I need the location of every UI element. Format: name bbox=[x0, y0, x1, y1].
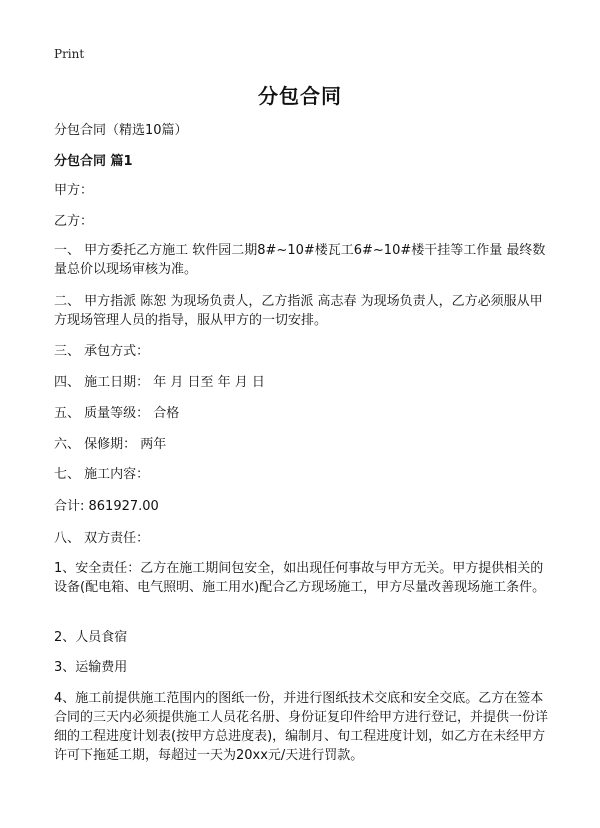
clause-6: 六、 保修期： 两年 bbox=[54, 437, 167, 452]
total-amount: 合计: 861927.00 bbox=[54, 499, 159, 514]
document-title: 分包合同 bbox=[258, 84, 342, 108]
print-label: Print bbox=[54, 47, 85, 61]
clause-3: 三、 承包方式： bbox=[54, 344, 150, 359]
clause-8: 八、 双方责任： bbox=[54, 531, 150, 546]
section-heading: 分包合同 篇1 bbox=[54, 154, 133, 169]
clause-4: 四、 施工日期： 年 月 日至 年 月 日 bbox=[54, 375, 265, 390]
clause-1: 一、 甲方委托乙方施工 软件园二期8#~10#楼瓦工6#~10#楼干挂等工作量 最终数量总价以现场审核为准。 bbox=[54, 243, 546, 277]
clause-7: 七、 施工内容： bbox=[54, 467, 150, 482]
document-subtitle: 分包合同（精选10篇） bbox=[54, 123, 188, 138]
responsibility-1: 1、安全责任：乙方在施工期间包安全，如出现任何事故与甲方无关。甲方提供相关的设备(配电箱、电气照明、施工用水)配合乙方现场施工，甲方尽量改善现场施工条件。 bbox=[54, 561, 546, 595]
clause-2: 二、 甲方指派 陈恕 为现场负责人，乙方指派 高志春 为现场负责人，乙方必须服从甲方现场管理人员的指导，服从甲方的一切安排。 bbox=[54, 294, 543, 328]
responsibility-4: 4、施工前提供施工范围内的图纸一份，并进行图纸技术交底和安全交底。乙方在签本合同的三天内必须提供施工人员花名册、身份证复印件给甲方进行登记，并提供一份详细的工程进度计划表(按甲方总进度表)，编制月、旬工程进度计划，如乙方在未经甲方许可下拖延工期，每超过一天为20xx元/天进行罚款。 bbox=[54, 691, 549, 763]
clause-5: 五、 质量等级： 合格 bbox=[54, 406, 180, 421]
responsibility-2: 2、人员食宿 bbox=[54, 630, 128, 645]
responsibility-3: 3、运输费用 bbox=[54, 660, 128, 675]
party-a-line: 甲方： bbox=[54, 183, 94, 198]
party-b-line: 乙方： bbox=[54, 214, 94, 229]
